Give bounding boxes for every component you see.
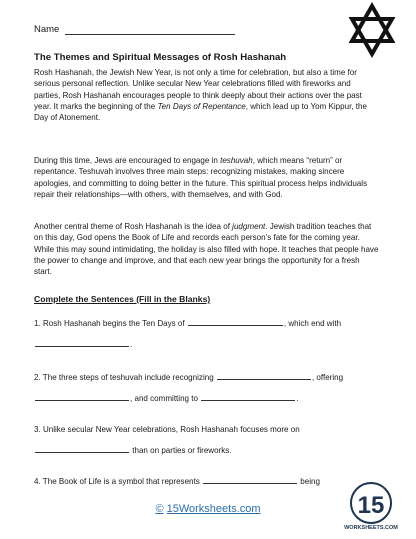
blank-field[interactable] — [217, 372, 311, 380]
blank-field[interactable] — [35, 445, 129, 453]
blank-field[interactable] — [35, 393, 129, 401]
name-label: Name — [34, 24, 60, 35]
copyright-symbol: © — [155, 503, 164, 515]
question-2-line-1: 2. The three steps of teshuvah include recognizing , offering — [34, 373, 344, 382]
15worksheets-logo-icon — [344, 483, 398, 531]
question-3-line-2: than on parties or fireworks. — [34, 445, 232, 456]
paragraph-3: Another central theme of Rosh Hashanah is the idea of judgment. Jewish tradition teaches that on this day, God opens the Book of Life and records each person’s fate for the coming year. While this may sound intimidating, the holiday is also filled with hope. It teaches that people have the power to change and improve, and that each new year brings the opportunity for a fresh start. — [34, 222, 379, 277]
blank-field[interactable] — [188, 318, 283, 326]
question-2-line-2: , and committing to . — [34, 393, 298, 404]
paragraph-2: During this time, Jews are encouraged to engage in teshuvah, which means “return” or repentance. Teshuvah involves three main steps: recognizing mistakes, making sincere apologies, and committing to doing better in the future. This spiritual process helps individuals repair their relationships—with others, with themselves, and with God. — [34, 156, 368, 199]
star-of-david-icon — [349, 4, 395, 56]
worksheet-title: The Themes and Spiritual Messages of Rosh Hashanah — [34, 52, 287, 63]
paragraph-1: Rosh Hashanah, the Jewish New Year, is not only a time for celebration, but also a time for serious personal reflection. Unlike secular New Year celebrations filled with fireworks and parties, Rosh Hashanah encourages people to think deeply about their actions over the past year. It marks the beginning of the Ten Days of Repentance, which lead up to Yom Kippur, the Day of Atonement. — [34, 68, 367, 123]
name-field[interactable] — [65, 25, 235, 35]
site-link[interactable]: 15Worksheets.com — [166, 503, 261, 515]
question-3-line-1: 3. Unlike secular New Year celebrations, Rosh Hashanah focuses more on — [34, 425, 300, 434]
question-1-line-2: . — [34, 339, 132, 350]
question-1-line-1: 1. Rosh Hashanah begins the Ten Days of , which end with — [34, 319, 342, 328]
blank-field[interactable] — [201, 393, 295, 401]
logo-caption: WORKSHEETS.COM — [344, 525, 398, 531]
blank-field[interactable] — [35, 339, 129, 347]
name-row — [34, 24, 235, 35]
section-title: Complete the Sentences (Fill in the Blanks) — [34, 294, 211, 304]
question-4-line-1: 4. The Book of Life is a symbol that represents being — [34, 477, 320, 486]
logo-number: 15 — [357, 492, 385, 519]
blank-field[interactable] — [203, 476, 297, 484]
